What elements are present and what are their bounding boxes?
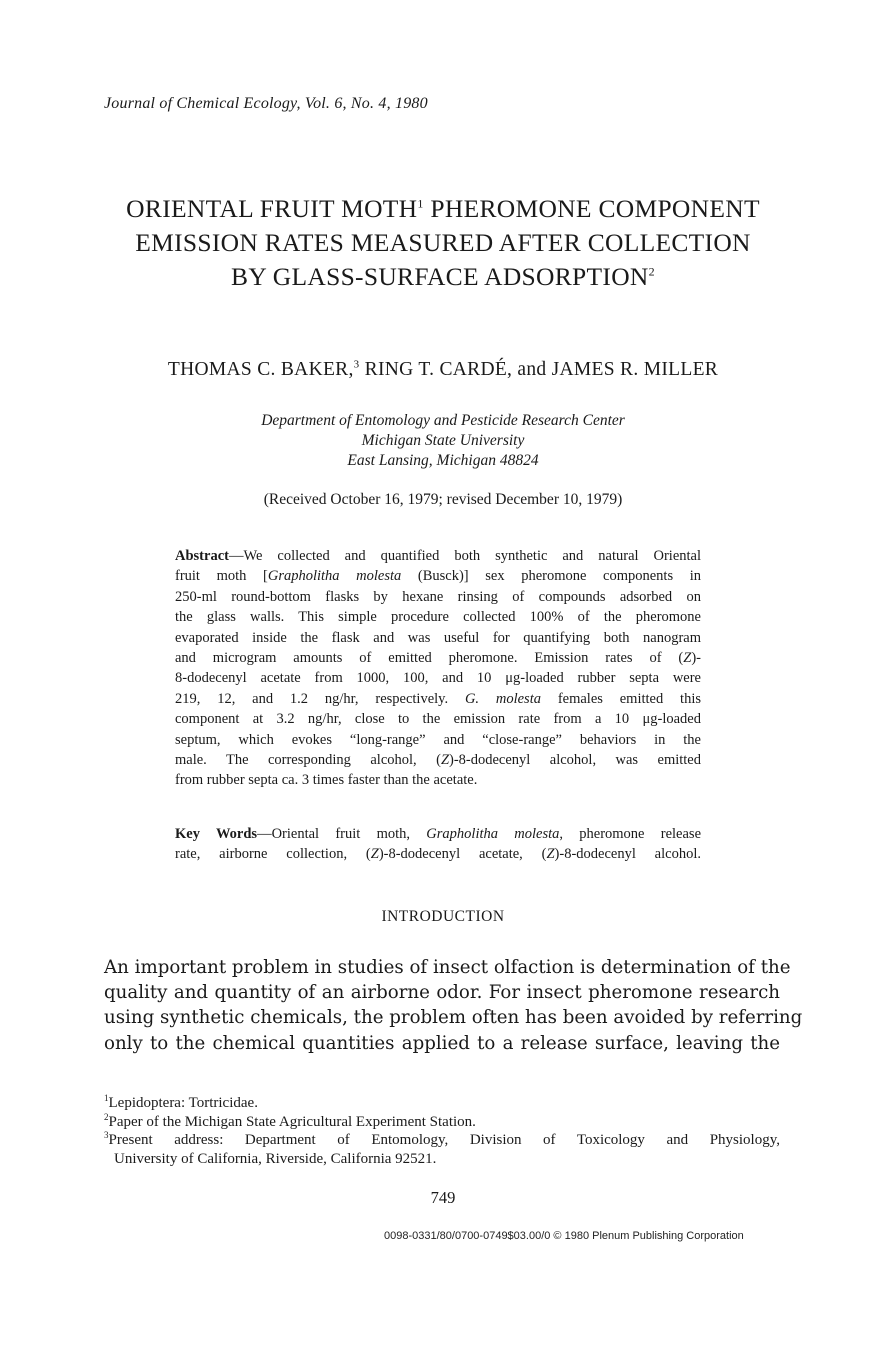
- species-name: Grapholitha molesta: [267, 568, 402, 585]
- page-number: 749: [430, 1188, 456, 1207]
- abstract-line: [175, 750, 701, 770]
- species-name: G. molesta: [464, 690, 541, 707]
- abstract-line: from rubber septa ca. 3 times faster than the acetate.: [175, 772, 478, 789]
- abstract-line: [175, 566, 701, 586]
- footnotes: [104, 1094, 780, 1168]
- affiliation-university: Michigan State University: [361, 432, 525, 449]
- copyright-line: 0098-0331/80/0700-0749$03.00/0 © 1980 Plenum Publishing Corporation: [384, 1230, 744, 1242]
- title-line-1: [60, 192, 826, 226]
- article-title: [60, 192, 826, 294]
- text-run: 219, 12, and 1.2 ng/hr, respectively.: [175, 690, 465, 707]
- affiliation-department: Department of Entomology and Pesticide Research Center: [261, 412, 625, 429]
- keywords-line: [175, 844, 701, 864]
- title-text: BY GLASS-SURFACE ADSORPTION: [231, 262, 649, 291]
- body-paragraph: [104, 955, 803, 1056]
- footnote-marker: 2: [104, 1111, 109, 1122]
- title-line-3: [60, 260, 826, 294]
- text-run: )-8-dodecenyl alcohol, was emitted: [449, 751, 701, 768]
- species-name: Grapholitha molesta: [426, 826, 560, 842]
- abstract-line: 250-ml round-bottom flasks by hexane rinsing of compounds adsorbed on: [175, 588, 701, 605]
- text-run: females emitted this: [540, 690, 701, 707]
- abstract-line: [175, 689, 701, 709]
- isomer-letter: Z: [546, 846, 555, 863]
- body-line: quality and quantity of an airborne odor. For insect pheromone research: [104, 982, 780, 1004]
- abstract-line: evaporated inside the flask and was useful for quantifying both nanogram: [175, 629, 701, 646]
- text-run: )-: [691, 649, 701, 666]
- received-dates: (Received October 16, 1979; revised December 10, 1979): [263, 491, 623, 508]
- keywords-line: [175, 824, 701, 844]
- footnote-text: Present address: Department of Entomology, Division of Toxicology and Physiology,: [108, 1132, 780, 1149]
- abstract-line: 8-dodecenyl acetate from 1000, 100, and 10 μg-loaded rubber septa were: [175, 670, 701, 687]
- abstract: [175, 546, 701, 791]
- footnote-marker: 3: [104, 1130, 109, 1141]
- section-heading: INTRODUCTION: [381, 908, 505, 925]
- title-line-2: EMISSION RATES MEASURED AFTER COLLECTION: [135, 228, 751, 257]
- title-text: PHEROMONE COMPONENT: [423, 194, 760, 223]
- title-text: ORIENTAL FRUIT MOTH: [126, 194, 418, 223]
- abstract-line: septum, which evokes “long-range” and “close-range” behaviors in the: [175, 731, 701, 748]
- keywords-label: Key Words: [175, 826, 258, 842]
- body-line: only to the chemical quantities applied to a release surface, leaving the: [104, 1032, 780, 1054]
- text-run: —Oriental fruit moth,: [257, 826, 427, 842]
- affiliation: [60, 411, 826, 471]
- body-line: using synthetic chemicals, the problem often has been avoided by referring: [104, 1007, 803, 1029]
- footnote-3: [104, 1131, 780, 1150]
- footnote-marker: 1: [104, 1093, 109, 1103]
- text-run: fruit moth [: [175, 568, 268, 585]
- abstract-label: Abstract: [175, 548, 229, 564]
- footnote-text: Paper of the Michigan State Agricultural Experiment Station.: [108, 1113, 476, 1130]
- text-run: —We collected and quantified both synthetic and natural Oriental: [228, 548, 701, 564]
- text-run: male. The corresponding alcohol, (: [175, 751, 441, 768]
- affiliation-location: East Lansing, Michigan 48824: [347, 452, 539, 469]
- isomer-letter: Z: [683, 649, 692, 666]
- footnote-marker: 3: [353, 358, 360, 371]
- key-words: [175, 824, 701, 865]
- body-line: An important problem in studies of insect olfaction is determination of the: [104, 957, 791, 978]
- author-list: [60, 359, 826, 381]
- abstract-line: [175, 648, 701, 668]
- footnote-marker: 2: [648, 264, 655, 279]
- isomer-letter: Z: [440, 751, 450, 768]
- author-name: THOMAS C. BAKER,: [167, 359, 354, 380]
- footnote-text: Lepidoptera: Tortricidae.: [108, 1095, 258, 1111]
- footnote-marker: 1: [417, 196, 424, 211]
- isomer-letter: Z: [370, 846, 379, 863]
- footnote-2: [104, 1113, 780, 1132]
- abstract-line: [175, 546, 701, 566]
- text-run: (Busck)] sex pheromone components in: [401, 568, 702, 585]
- text-run: )-8-dodecenyl alcohol.: [554, 846, 701, 863]
- text-run: rate, airborne collection, (: [175, 846, 371, 863]
- text-run: )-8-dodecenyl acetate, (: [378, 846, 547, 863]
- text-run: , pheromone release: [559, 826, 702, 842]
- journal-citation: Journal of Chemical Ecology, Vol. 6, No. 4, 1980: [104, 95, 428, 112]
- abstract-line: component at 3.2 ng/hr, close to the emission rate from a 10 μg-loaded: [175, 711, 701, 728]
- footnote-3-continued: University of California, Riverside, California 92521.: [114, 1150, 437, 1167]
- text-run: and microgram amounts of emitted pheromone. Emission rates of (: [175, 649, 684, 666]
- abstract-line: the glass walls. This simple procedure collected 100% of the pheromone: [175, 609, 701, 626]
- author-names: RING T. CARDÉ, and JAMES R. MILLER: [359, 359, 719, 380]
- footnote-1: [104, 1094, 780, 1113]
